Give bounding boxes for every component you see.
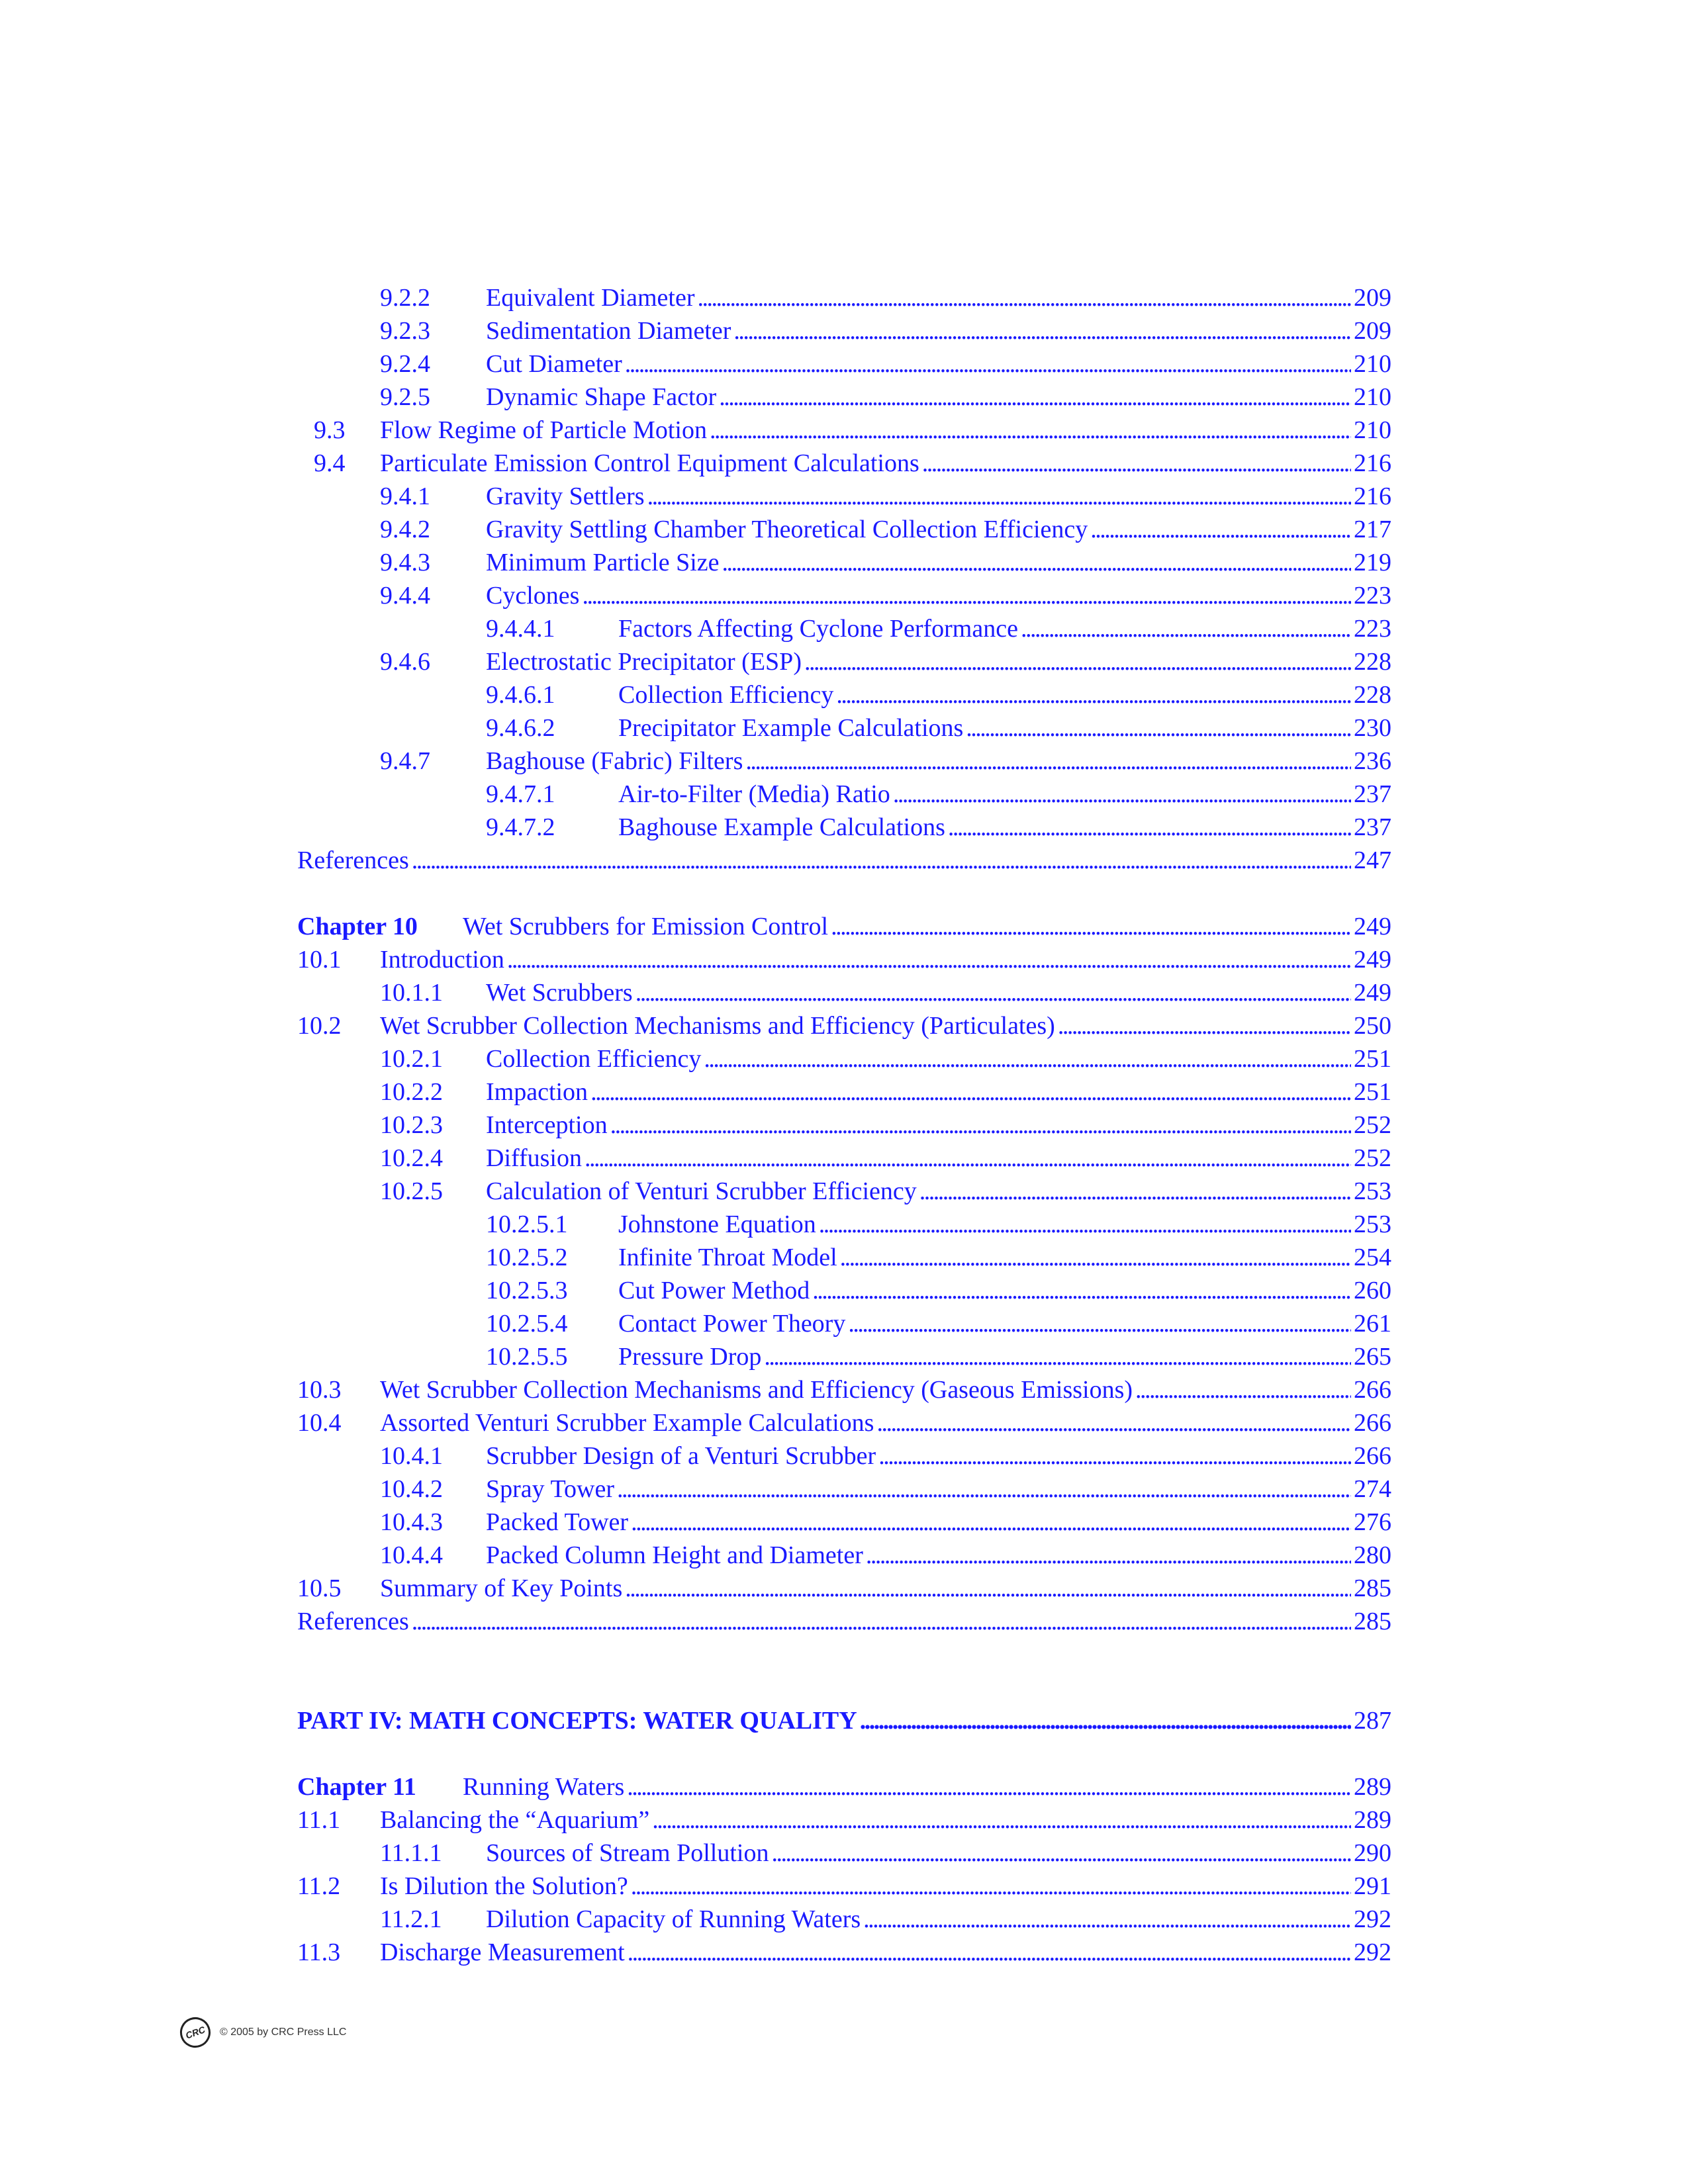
toc-entry[interactable] <box>297 1936 1391 1969</box>
toc-entry-title: Dilution Capacity of Running Waters <box>486 1905 861 1933</box>
toc-entry-number: 10.4.3 <box>380 1508 443 1536</box>
dot-leader <box>585 1142 1351 1175</box>
toc-entry-number: 11.2 <box>297 1872 341 1900</box>
toc-entry-title: Impaction <box>486 1078 588 1106</box>
toc-entry-page-number: 249 <box>1354 913 1391 940</box>
toc-entry[interactable] <box>297 1009 1391 1042</box>
toc-entry-page-number: 209 <box>1354 317 1391 345</box>
toc-entry[interactable] <box>297 1837 1391 1870</box>
toc-entry-title: PART IV: MATH CONCEPTS: WATER QUALITY <box>297 1707 857 1735</box>
toc-entry-page-number: 247 <box>1354 846 1391 874</box>
toc-entry[interactable] <box>297 447 1391 480</box>
toc-entry[interactable] <box>297 1373 1391 1406</box>
toc-entry[interactable] <box>297 480 1391 513</box>
toc-entry-title: Equivalent Diameter <box>486 284 695 312</box>
toc-entry-number: 10.4.1 <box>380 1442 443 1470</box>
toc-entry[interactable] <box>297 711 1391 745</box>
toc-entry[interactable] <box>297 1903 1391 1936</box>
toc-entry-title: Running Waters <box>463 1773 625 1801</box>
dot-leader <box>764 1340 1351 1373</box>
dot-leader <box>812 1274 1351 1307</box>
dot-leader <box>610 1109 1351 1142</box>
toc-entry-title: Spray Tower <box>486 1475 614 1503</box>
toc-entry-title: Cut Diameter <box>486 350 622 378</box>
dot-leader <box>625 347 1351 381</box>
dot-leader <box>631 1870 1351 1903</box>
toc-entry-number: 9.4.4.1 <box>486 615 555 643</box>
toc-entry-number: 10.2.1 <box>380 1045 443 1073</box>
toc-entry[interactable] <box>297 1870 1391 1903</box>
dot-leader <box>1058 1009 1351 1042</box>
toc-entry-number: 11.1 <box>297 1806 341 1834</box>
toc-entry-page-number: 251 <box>1354 1078 1391 1106</box>
toc-entry-page-number: 237 <box>1354 780 1391 808</box>
toc-entry-page-number: 210 <box>1354 416 1391 444</box>
toc-entry[interactable] <box>297 745 1391 778</box>
toc-entry-page-number: 210 <box>1354 350 1391 378</box>
toc-entry-page-number: 251 <box>1354 1045 1391 1073</box>
toc-entry-title: Is Dilution the Solution? <box>380 1872 628 1900</box>
toc-entry[interactable] <box>297 546 1391 579</box>
dot-leader <box>627 1770 1351 1803</box>
dot-leader <box>878 1439 1351 1473</box>
toc-entry-number: 9.2.3 <box>380 317 430 345</box>
toc-entry-title: Wet Scrubber Collection Mechanisms and Efficiency (Particulates) <box>380 1012 1055 1040</box>
dot-leader <box>507 943 1351 976</box>
toc-entry-page-number: 261 <box>1354 1310 1391 1338</box>
dot-leader <box>698 281 1352 314</box>
toc-entry-number: 10.2.5.3 <box>486 1277 568 1304</box>
copyright-notice: © 2005 by CRC Press LLC <box>220 2026 347 2038</box>
toc-entry-page-number: 253 <box>1354 1210 1391 1238</box>
toc-entry-title: References <box>297 1608 409 1635</box>
toc-entry[interactable] <box>297 1506 1391 1539</box>
toc-spacer <box>297 1638 1391 1704</box>
toc-entry[interactable] <box>297 844 1391 877</box>
toc-entry-number: 10.2.5.4 <box>486 1310 568 1338</box>
toc-entry-number: 10.2.4 <box>380 1144 443 1172</box>
toc-chapter-entry[interactable] <box>297 910 1391 943</box>
toc-entry[interactable] <box>297 1406 1391 1439</box>
toc-entry-title: Factors Affecting Cyclone Performance <box>618 615 1018 643</box>
toc-entry-number: 10.2.5.2 <box>486 1244 568 1271</box>
dot-leader <box>719 381 1351 414</box>
dot-leader <box>733 314 1351 347</box>
toc-entry-page-number: 217 <box>1354 516 1391 543</box>
toc-entry-number: 9.4.7 <box>380 747 430 775</box>
toc-entry[interactable] <box>297 281 1391 314</box>
toc-entry-page-number: 228 <box>1354 648 1391 676</box>
toc-entry-title: Contact Power Theory <box>618 1310 846 1338</box>
dot-leader <box>652 1803 1351 1837</box>
dot-leader <box>647 480 1351 513</box>
toc-entry-number: 10.5 <box>297 1574 342 1602</box>
toc-entry[interactable] <box>297 414 1391 447</box>
toc-entry-page-number: 249 <box>1354 979 1391 1007</box>
toc-entry[interactable] <box>297 1175 1391 1208</box>
toc-entry-number: 9.4.2 <box>380 516 430 543</box>
toc-entry-number: 10.2 <box>297 1012 342 1040</box>
toc-entry-page-number: 210 <box>1354 383 1391 411</box>
toc-entry[interactable] <box>297 579 1391 612</box>
toc-entry[interactable] <box>297 1109 1391 1142</box>
toc-entry-title: Sources of Stream Pollution <box>486 1839 769 1867</box>
toc-entry-title: Diffusion <box>486 1144 582 1172</box>
toc-entry[interactable] <box>297 976 1391 1009</box>
toc-entry-number: 11.1.1 <box>380 1839 442 1867</box>
toc-entry-number: 9.4.4 <box>380 582 430 610</box>
toc-entry-number: 9.2.4 <box>380 350 430 378</box>
toc-entry[interactable] <box>297 1572 1391 1605</box>
dot-leader <box>745 745 1351 778</box>
toc-entry-number: 9.4.7.2 <box>486 813 555 841</box>
toc-entry-page-number: 292 <box>1354 1938 1391 1966</box>
toc-entry-title: Infinite Throat Model <box>618 1244 837 1271</box>
toc-entry-number: 10.1 <box>297 946 342 974</box>
dot-leader <box>590 1075 1351 1109</box>
toc-entry-page-number: 228 <box>1354 681 1391 709</box>
toc-entry-page-number: 287 <box>1354 1707 1391 1735</box>
toc-entry-page-number: 237 <box>1354 813 1391 841</box>
toc-entry-page-number: 266 <box>1354 1376 1391 1404</box>
toc-entry-number: 10.2.5 <box>380 1177 443 1205</box>
toc-entry-page-number: 216 <box>1354 482 1391 510</box>
toc-entry-title: Collection Efficiency <box>618 681 834 709</box>
toc-entry-page-number: 216 <box>1354 449 1391 477</box>
toc-entry[interactable] <box>297 1075 1391 1109</box>
dot-leader <box>625 1572 1351 1605</box>
toc-entry[interactable] <box>297 513 1391 546</box>
toc-entry-number: 9.2.5 <box>380 383 430 411</box>
toc-entry-number: 10.4 <box>297 1409 342 1437</box>
toc-entry-page-number: 289 <box>1354 1773 1391 1801</box>
toc-entry-title: Dynamic Shape Factor <box>486 383 717 411</box>
toc-entry-page-number: 292 <box>1354 1905 1391 1933</box>
toc-entry-number: 10.2.3 <box>380 1111 443 1139</box>
toc-entry-page-number: 289 <box>1354 1806 1391 1834</box>
dot-leader <box>628 1936 1351 1969</box>
dot-leader <box>771 1837 1351 1870</box>
dot-leader <box>860 1704 1351 1737</box>
toc-entry-page-number: 252 <box>1354 1144 1391 1172</box>
toc-entry-number: 9.4.3 <box>380 549 430 576</box>
dot-leader <box>863 1903 1351 1936</box>
toc-entry-page-number: 252 <box>1354 1111 1391 1139</box>
toc-entry-number: 9.4.7.1 <box>486 780 555 808</box>
toc-entry-number: 9.3 <box>314 416 346 444</box>
toc-entry-page-number: 276 <box>1354 1508 1391 1536</box>
page-footer <box>180 2017 346 2048</box>
toc-entry-page-number: 249 <box>1354 946 1391 974</box>
dot-leader <box>922 447 1351 480</box>
dot-leader <box>819 1208 1351 1241</box>
toc-entry-number: 9.2.2 <box>380 284 430 312</box>
toc-entry-page-number: 266 <box>1354 1442 1391 1470</box>
toc-entry-title: Interception <box>486 1111 608 1139</box>
toc-entry-number: 11.3 <box>297 1938 341 1966</box>
toc-entry[interactable] <box>297 612 1391 645</box>
toc-entry-title: Electrostatic Precipitator (ESP) <box>486 648 802 676</box>
toc-entry[interactable] <box>297 1208 1391 1241</box>
dot-leader <box>848 1307 1351 1340</box>
toc-entry-title: Assorted Venturi Scrubber Example Calculations <box>380 1409 874 1437</box>
toc-entry-page-number: 274 <box>1354 1475 1391 1503</box>
dot-leader <box>831 910 1351 943</box>
toc-entry-page-number: 291 <box>1354 1872 1391 1900</box>
toc-entry-title: Scrubber Design of a Venturi Scrubber <box>486 1442 876 1470</box>
dot-leader <box>1090 513 1351 546</box>
toc-entry-title: Gravity Settlers <box>486 482 645 510</box>
toc-spacer <box>297 877 1391 910</box>
toc-entry[interactable] <box>297 811 1391 844</box>
toc-entry-page-number: 250 <box>1354 1012 1391 1040</box>
toc-entry-title: Wet Scrubber Collection Mechanisms and Efficiency (Gaseous Emissions) <box>380 1376 1133 1404</box>
toc-entry-title: Discharge Measurement <box>380 1938 625 1966</box>
toc-entry-title: Baghouse (Fabric) Filters <box>486 747 743 775</box>
toc-entry[interactable] <box>297 778 1391 811</box>
toc-entry-number: 9.4.1 <box>380 482 430 510</box>
toc-entry-number: Chapter 10 <box>297 913 418 940</box>
toc-entry-title: Introduction <box>380 946 504 974</box>
toc-entry-title: Cyclones <box>486 582 580 610</box>
toc-entry-number: 9.4.6.2 <box>486 714 555 742</box>
toc-entry[interactable] <box>297 1803 1391 1837</box>
dot-leader <box>876 1406 1351 1439</box>
toc-entry-title: Wet Scrubbers <box>486 979 633 1007</box>
dot-leader <box>582 579 1351 612</box>
toc-entry-page-number: 219 <box>1354 549 1391 576</box>
toc-entry-title: Wet Scrubbers for Emission Control <box>463 913 829 940</box>
toc-entry-title: Flow Regime of Particle Motion <box>380 416 707 444</box>
dot-leader <box>836 678 1351 711</box>
toc-entry-title: Balancing the “Aquarium” <box>380 1806 650 1834</box>
toc-entry-page-number: 223 <box>1354 582 1391 610</box>
toc-entry-page-number: 253 <box>1354 1177 1391 1205</box>
toc-entry[interactable] <box>297 1142 1391 1175</box>
dot-leader <box>1135 1373 1351 1406</box>
toc-entry[interactable] <box>297 1340 1391 1373</box>
toc-entry-page-number: 254 <box>1354 1244 1391 1271</box>
toc-entry-title: Air-to-Filter (Media) Ratio <box>618 780 890 808</box>
toc-entry-number: 10.3 <box>297 1376 342 1404</box>
toc-entry-title: Particulate Emission Control Equipment Calculations <box>380 449 919 477</box>
toc-entry[interactable] <box>297 347 1391 381</box>
toc-entry-title: Sedimentation Diameter <box>486 317 731 345</box>
toc-chapter-entry[interactable] <box>297 1770 1391 1803</box>
toc-entry-title: Summary of Key Points <box>380 1574 623 1602</box>
toc-entry[interactable] <box>297 1274 1391 1307</box>
toc-entry-page-number: 236 <box>1354 747 1391 775</box>
toc-entry[interactable] <box>297 381 1391 414</box>
dot-leader <box>966 711 1351 745</box>
toc-entry[interactable] <box>297 1539 1391 1572</box>
dot-leader <box>1021 612 1351 645</box>
toc-entry-page-number: 260 <box>1354 1277 1391 1304</box>
toc-spacer <box>297 1737 1391 1770</box>
toc-entry[interactable] <box>297 1042 1391 1075</box>
toc-entry-page-number: 209 <box>1354 284 1391 312</box>
toc-entry-number: 10.2.5.1 <box>486 1210 568 1238</box>
toc-entry-number: 10.2.5.5 <box>486 1343 568 1371</box>
dot-leader <box>704 1042 1351 1075</box>
toc-entry-title: Calculation of Venturi Scrubber Efficiency <box>486 1177 917 1205</box>
toc-entry-number: Chapter 11 <box>297 1773 416 1801</box>
toc-entry-number: 11.2.1 <box>380 1905 442 1933</box>
dot-leader <box>722 546 1351 579</box>
dot-leader <box>617 1473 1351 1506</box>
toc-entry-title: Pressure Drop <box>618 1343 762 1371</box>
toc-entry-page-number: 265 <box>1354 1343 1391 1371</box>
dot-leader <box>412 1605 1351 1638</box>
toc-entry-page-number: 285 <box>1354 1608 1391 1635</box>
toc-entry[interactable] <box>297 1473 1391 1506</box>
toc-entry-title: Precipitator Example Calculations <box>618 714 964 742</box>
toc-entry[interactable] <box>297 943 1391 976</box>
toc-entry-title: Packed Column Height and Diameter <box>486 1541 863 1569</box>
dot-leader <box>948 811 1351 844</box>
toc-entry-title: Gravity Settling Chamber Theoretical Collection Efficiency <box>486 516 1088 543</box>
dot-leader <box>919 1175 1351 1208</box>
dot-leader <box>635 976 1351 1009</box>
toc-entry-title: References <box>297 846 409 874</box>
toc-entry-page-number: 223 <box>1354 615 1391 643</box>
dot-leader <box>866 1539 1351 1572</box>
toc-entry-title: Collection Efficiency <box>486 1045 702 1073</box>
toc-entry-title: Johnstone Equation <box>618 1210 816 1238</box>
dot-leader <box>412 844 1351 877</box>
toc-part-entry[interactable] <box>297 1704 1391 1737</box>
toc-entry-number: 9.4.6 <box>380 648 430 676</box>
crc-press-logo <box>176 2013 215 2052</box>
toc-entry-title: Cut Power Method <box>618 1277 810 1304</box>
toc-entry-page-number: 266 <box>1354 1409 1391 1437</box>
toc-entry[interactable] <box>297 1307 1391 1340</box>
toc-entry[interactable] <box>297 678 1391 711</box>
toc-entry-title: Packed Tower <box>486 1508 629 1536</box>
dot-leader <box>893 778 1351 811</box>
toc-entry-number: 10.2.2 <box>380 1078 443 1106</box>
dot-leader <box>631 1506 1351 1539</box>
toc-entry-page-number: 285 <box>1354 1574 1391 1602</box>
crc-logo-text: CRC <box>184 2024 207 2041</box>
toc-entry-page-number: 290 <box>1354 1839 1391 1867</box>
dot-leader <box>710 414 1351 447</box>
toc-entry-number: 10.4.4 <box>380 1541 443 1569</box>
toc-entry-title: Minimum Particle Size <box>486 549 720 576</box>
toc-entry[interactable] <box>297 645 1391 678</box>
toc-entry-number: 9.4 <box>314 449 346 477</box>
toc-entry-number: 10.4.2 <box>380 1475 443 1503</box>
dot-leader <box>804 645 1351 678</box>
toc-entry-number: 10.1.1 <box>380 979 443 1007</box>
toc-entry-page-number: 230 <box>1354 714 1391 742</box>
table-of-contents <box>297 281 1391 1969</box>
toc-entry-title: Baghouse Example Calculations <box>618 813 945 841</box>
toc-entry[interactable] <box>297 1241 1391 1274</box>
toc-entry[interactable] <box>297 1605 1391 1638</box>
toc-entry[interactable] <box>297 314 1391 347</box>
toc-entry-number: 9.4.6.1 <box>486 681 555 709</box>
dot-leader <box>840 1241 1351 1274</box>
toc-entry-page-number: 280 <box>1354 1541 1391 1569</box>
toc-entry[interactable] <box>297 1439 1391 1473</box>
